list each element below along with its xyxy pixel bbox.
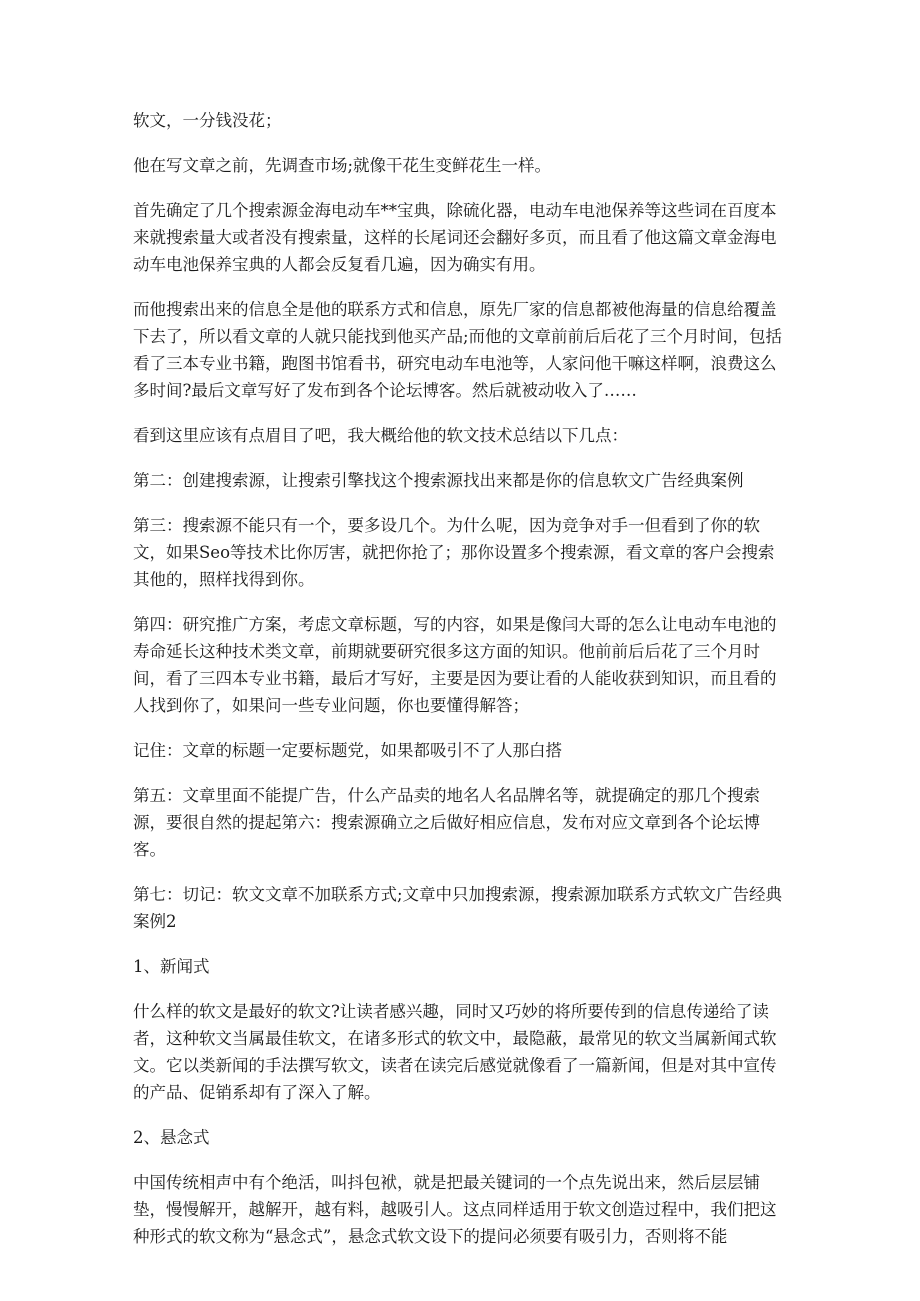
paragraph-point-five: 第五：文章里面不能提广告，什么产品卖的地名人名品牌名等，就提确定的那几个搜索源，要很自然的提起第六：搜索源确立之后做好相应信息，发布对应文章到各个论坛博客。 [133, 786, 760, 859]
paragraph-point-four: 第四：研究推广方案，考虑文章标题，写的内容，如果是像闫大哥的怎么让电动车电池的寿命延长这种技术类文章，前期就要研究很多这方面的知识。他前前后后花了三个月时间，看了三四本专业书籍，最后才写好，主要是因为要让看的人能收获到知识，而且看的人找到你了，如果问一些专业问题，你也要懂得解答； [133, 615, 777, 715]
document-body [133, 107, 788, 1268]
paragraph-intro: 软文，一分钱没花； [133, 111, 282, 130]
paragraph-search-results: 而他搜索出来的信息全是他的联系方式和信息，原先厂家的信息都被他海量的信息给覆盖下去了，所以看文章的人就只能找到他买产品;而他的文章前前后后花了三个月时间，包括看了三本专业书籍，跑图书馆看书，研究电动车电池等，人家问他干嘛这样啊，浪费这么多时间?最后文章写好了发布到各个论坛博客。然后就被动收入了…… [133, 300, 783, 400]
paragraph-point-three: 第三：搜索源不能只有一个，要多设几个。为什么呢，因为竞争对手一但看到了你的软文，如果Seo等技术比你厉害，就把你抢了；那你设置多个搜索源，看文章的客户会搜索其他的，照样找得到你。 [133, 516, 775, 589]
paragraph-point-seven: 第七：切记：软文文章不加联系方式;文章中只加搜索源，搜索源加联系方式软文广告经典案例2 [133, 885, 783, 931]
paragraph-search-sources: 首先确定了几个搜索源金海电动车**宝典，除硫化器，电动车电池保养等这些词在百度本来就搜索量大或者没有搜索量，这样的长尾词还会翻好多页，而且看了他这篇文章金海电动车电池保养宝典的人都会反复看几遍，因为确实有用。 [133, 201, 777, 274]
paragraph-point-two: 第二：创建搜索源，让搜索引擎找这个搜索源找出来都是你的信息软文广告经典案例 [133, 471, 744, 490]
paragraph-news-style: 什么样的软文是最好的软文?让读者感兴趣，同时又巧妙的将所要传到的信息传递给了读者，这种软文当属最佳软文，在诸多形式的软文中，最隐蔽，最常见的软文当属新闻式软文。它以类新闻的手法撰写软文，读者在读完后感觉就像看了一篇新闻，但是对其中宣传的产品、促销系却有了深入了解。 [133, 1002, 777, 1102]
heading-suspense-style: 2、悬念式 [133, 1128, 210, 1147]
paragraph-summary-intro: 看到这里应该有点眉目了吧，我大概给他的软文技术总结以下几点： [133, 426, 628, 445]
paragraph-suspense-style: 中国传统相声中有个绝活，叫抖包袱，就是把最关键词的一个点先说出来，然后层层铺垫，慢慢解开，越解开，越有料，越吸引人。这点同样适用于软文创造过程中，我们把这种形式的软文称为“悬念式”，悬念式软文设下的提问必须要有吸引力，否则将不能 [133, 1173, 777, 1246]
paragraph-market-research: 他在写文章之前，先调查市场;就像干花生变鲜花生一样。 [133, 156, 552, 175]
heading-news-style: 1、新闻式 [133, 957, 210, 976]
paragraph-remember: 记住：文章的标题一定要标题党，如果都吸引不了人那白搭 [133, 741, 562, 760]
